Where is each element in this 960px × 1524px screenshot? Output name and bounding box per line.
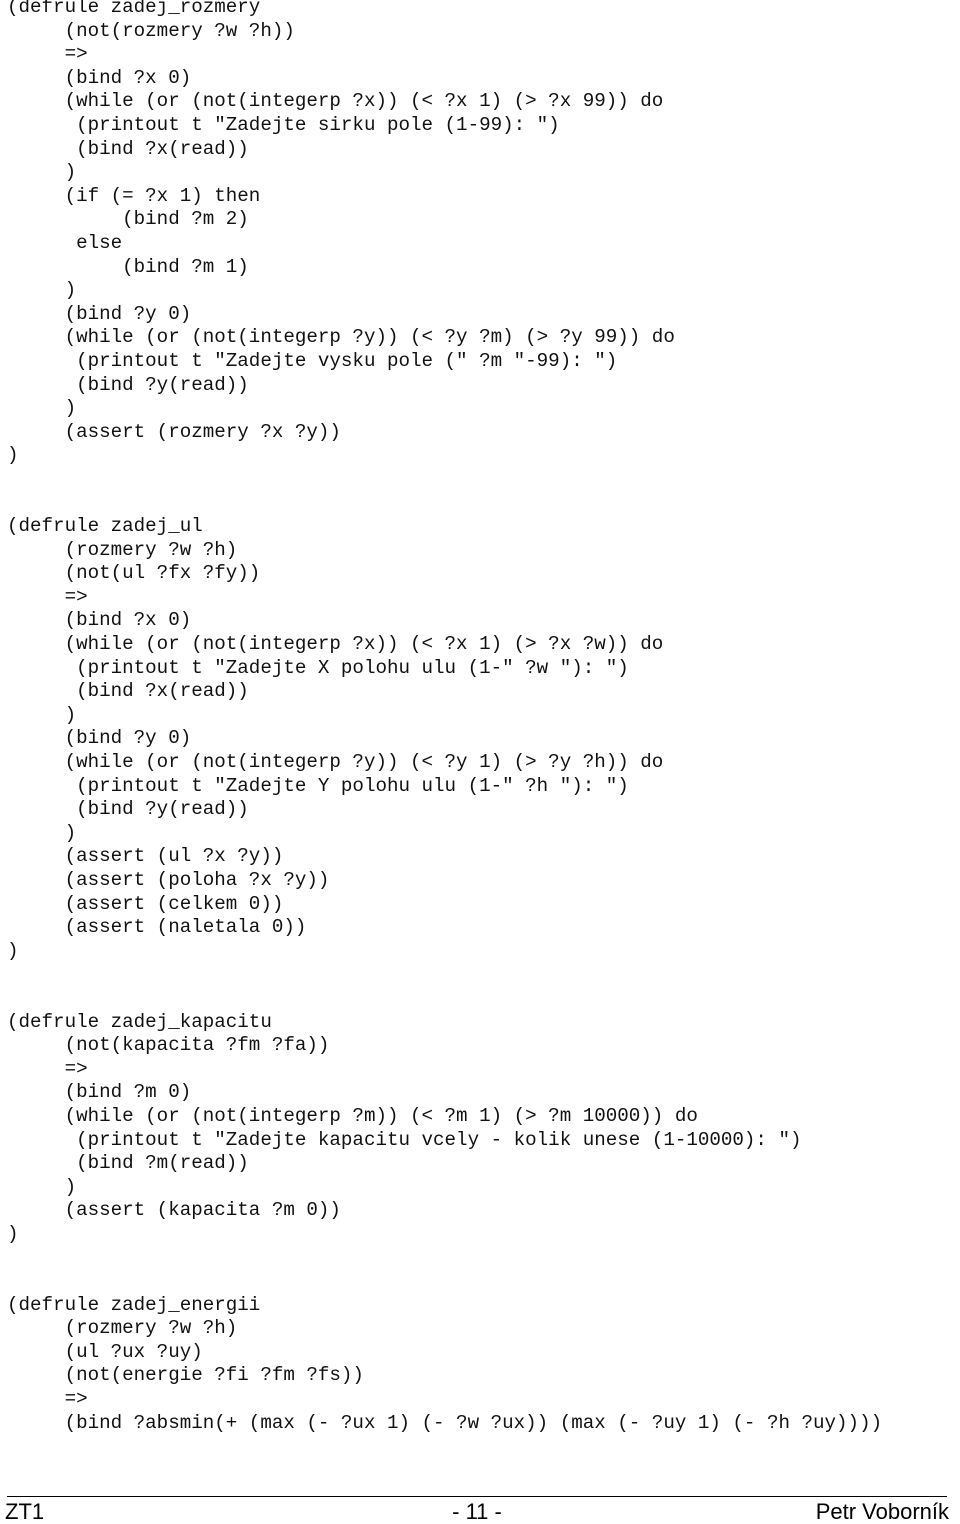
code-line: (printout t "Zadejte sirku pole (1-99): ") [7, 113, 560, 136]
code-line: (ul ?ux ?uy) [7, 1340, 203, 1363]
code-line: (bind ?x(read)) [7, 137, 249, 160]
code-line [7, 1246, 960, 1270]
code-line: (not(rozmery ?w ?h)) [7, 19, 295, 42]
code-line: else [7, 231, 123, 254]
code-line: => [7, 1057, 88, 1080]
code-line: (assert (celkem 0)) [7, 892, 284, 915]
code-line: ) [7, 397, 77, 420]
code-line [7, 963, 960, 987]
footer-course-code: ZT1 [5, 1499, 45, 1524]
code-line [7, 987, 960, 1011]
code-line: (not(kapacita ?fm ?fa)) [7, 1034, 330, 1057]
code-line: (defrule zadej_rozmery [7, 0, 261, 18]
footer-divider [7, 1496, 947, 1497]
code-line: (not(ul ?fx ?fy)) [7, 562, 261, 585]
code-line: (assert (naletala 0)) [7, 916, 307, 939]
code-line: => [7, 585, 88, 608]
code-line: ) [7, 703, 77, 726]
code-line [7, 468, 960, 492]
code-line: (printout t "Zadejte vysku pole (" ?m "-99): ") [7, 349, 618, 372]
code-line: (assert (kapacita ?m 0)) [7, 1199, 341, 1222]
code-line: (bind ?x 0) [7, 66, 192, 89]
code-line: (assert (ul ?x ?y)) [7, 845, 284, 868]
code-line: (assert (poloha ?x ?y)) [7, 868, 330, 891]
code-listing [7, 0, 960, 1435]
code-line: (printout t "Zadejte Y polohu ulu (1-" ?h "): ") [7, 774, 629, 797]
code-line: (while (or (not(integerp ?x)) (< ?x 1) (> ?x ?w)) do [7, 633, 664, 656]
code-line: ) [7, 444, 19, 467]
code-line: (defrule zadej_energii [7, 1293, 261, 1316]
code-line: (while (or (not(integerp ?x)) (< ?x 1) (> ?x 99)) do [7, 90, 664, 113]
code-line: (while (or (not(integerp ?y)) (< ?y 1) (> ?y ?h)) do [7, 751, 664, 773]
code-line: (while (or (not(integerp ?m)) (< ?m 1) (> ?m 10000)) do [7, 1104, 698, 1127]
code-line: ) [7, 821, 77, 844]
code-line: ) [7, 1175, 77, 1198]
code-line: (if (= ?x 1) then [7, 184, 261, 207]
code-line: (bind ?m(read)) [7, 1152, 249, 1175]
code-line: (printout t "Zadejte kapacitu vcely - kolik unese (1-10000): ") [7, 1128, 802, 1151]
code-line: (bind ?x(read)) [7, 680, 249, 703]
code-line: (bind ?m 2) [7, 208, 249, 231]
code-line: (bind ?y(read)) [7, 798, 249, 821]
code-line: (rozmery ?w ?h) [7, 1317, 238, 1340]
page-footer [5, 1500, 949, 1524]
code-line: (bind ?y 0) [7, 302, 192, 325]
code-line: ) [7, 939, 19, 962]
code-line: (defrule zadej_ul [7, 515, 203, 538]
code-line [7, 1270, 960, 1294]
code-line: ) [7, 279, 77, 302]
code-line: (bind ?x 0) [7, 609, 192, 632]
footer-author: Petr Voborník [815, 1499, 949, 1524]
code-line: (while (or (not(integerp ?y)) (< ?y ?m) (> ?y 99)) do [7, 326, 675, 349]
code-line: (bind ?y(read)) [7, 373, 249, 396]
code-line: ) [7, 1222, 19, 1245]
code-line: (bind ?absmin(+ (max (- ?ux 1) (- ?w ?ux)) (max (- ?uy 1) (- ?h ?uy)))) [7, 1411, 883, 1434]
code-line: (bind ?m 0) [7, 1081, 192, 1104]
code-line [7, 491, 960, 515]
code-line: => [7, 43, 88, 66]
code-line: ) [7, 161, 77, 184]
code-line: (not(energie ?fi ?fm ?fs)) [7, 1364, 364, 1387]
code-line: (defrule zadej_kapacitu [7, 1010, 272, 1033]
code-line: (printout t "Zadejte X polohu ulu (1-" ?w "): ") [7, 656, 629, 679]
code-line: (assert (rozmery ?x ?y)) [7, 420, 341, 443]
code-line: (bind ?y 0) [7, 727, 192, 750]
footer-page-number: - 11 - [452, 1499, 502, 1524]
code-line: (bind ?m 1) [7, 255, 249, 278]
code-line: => [7, 1388, 88, 1411]
code-line: (rozmery ?w ?h) [7, 538, 238, 561]
